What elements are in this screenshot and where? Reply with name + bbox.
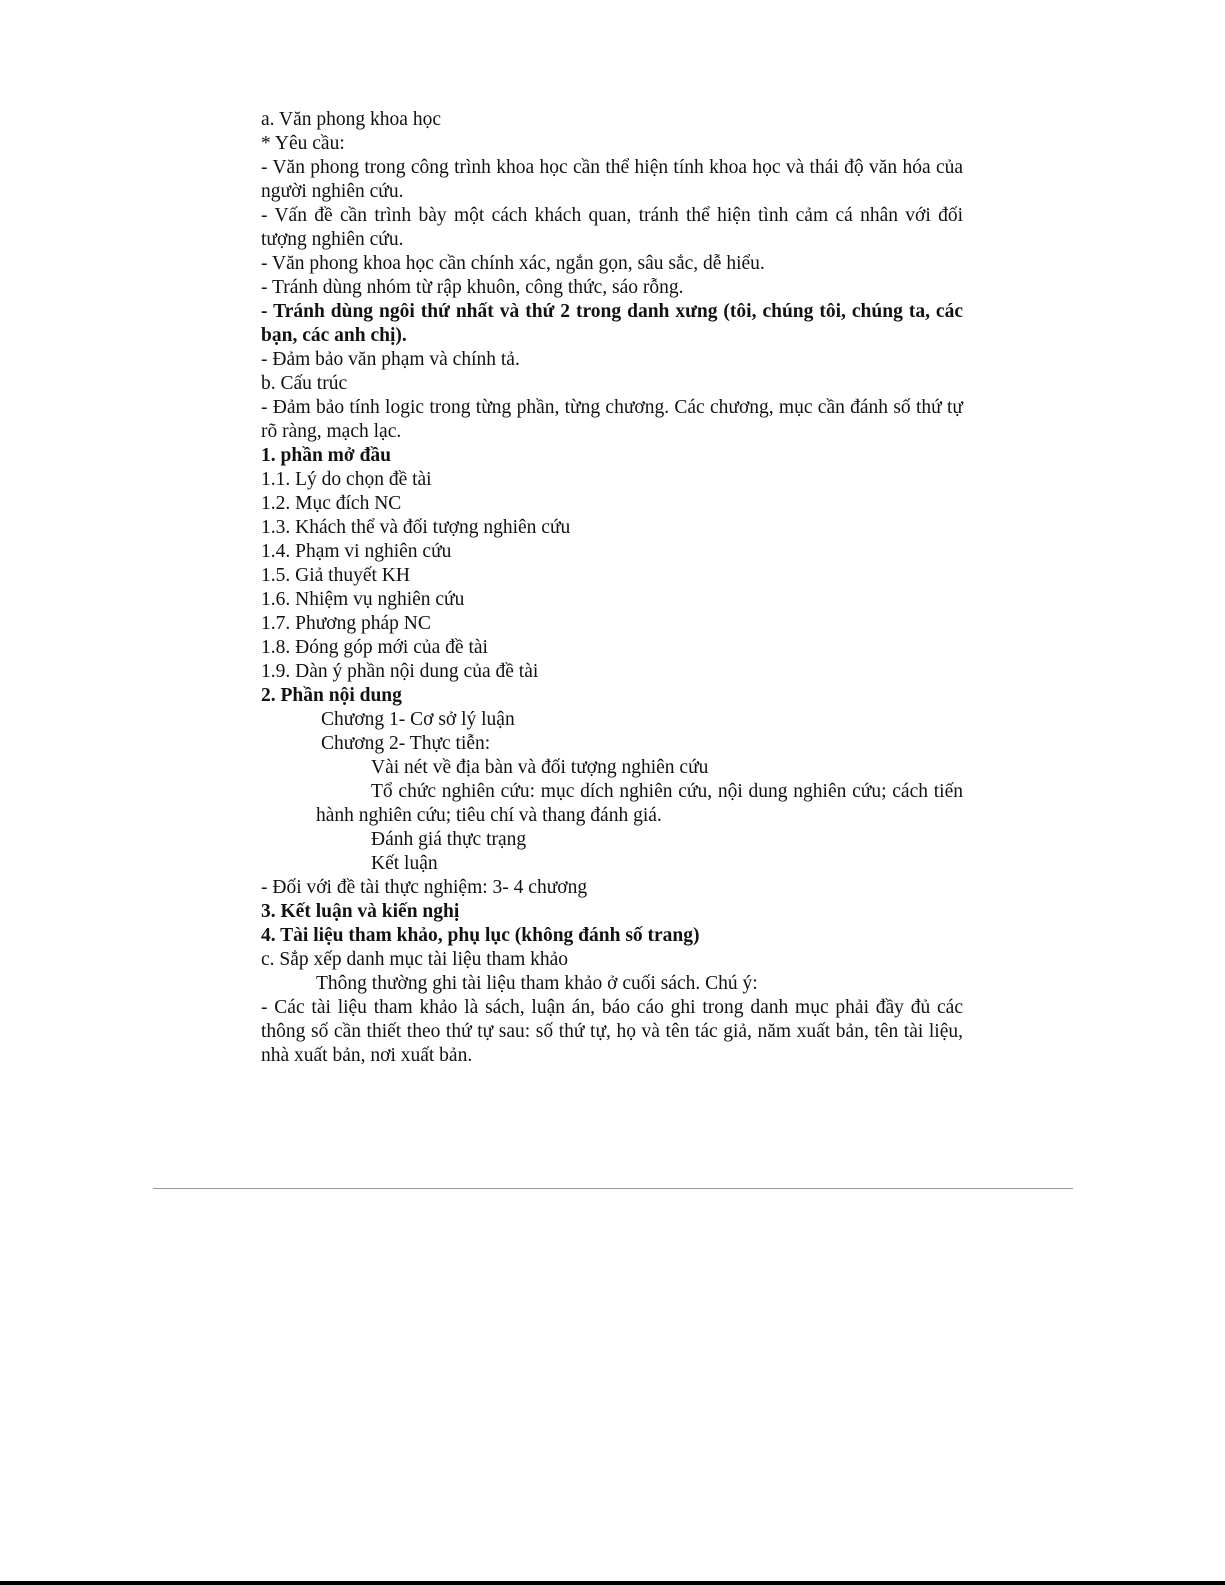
part-2-heading: 2. Phần nội dung (261, 685, 402, 706)
requirement-item: - Tránh dùng nhóm từ rập khuôn, công thức, sáo rỗng. (261, 277, 684, 298)
part-1-item: 1.3. Khách thể và đối tượng nghiên cứu (261, 517, 571, 538)
part-1-item: 1.6. Nhiệm vụ nghiên cứu (261, 589, 465, 610)
requirement-item: - Văn phong khoa học cần chính xác, ngắn gọn, sâu sắc, dễ hiểu. (261, 253, 765, 274)
requirement-item: - Văn phong trong công trình khoa học cần thể hiện tính khoa học và thái độ văn hóa của người nghiên cứu. (261, 157, 963, 202)
experimental-note: - Đối với đề tài thực nghiệm: 3- 4 chương (261, 877, 588, 898)
part-4-heading: 4. Tài liệu tham khảo, phụ lục (không đánh số trang) (261, 925, 700, 946)
part-1-item: 1.4. Phạm vi nghiên cứu (261, 541, 452, 562)
structure-note: - Đảm bảo tính logic trong từng phần, từng chương. Các chương, mục cần đánh số thứ tự rõ ràng, mạch lạc. (261, 397, 963, 442)
part-1-item: 1.2. Mục đích NC (261, 493, 402, 514)
requirement-item: - Đảm bảo văn phạm và chính tả. (261, 349, 520, 370)
chapter-2-item: Kết luận (371, 853, 438, 874)
part-1-heading: 1. phần mở đầu (261, 445, 392, 466)
part-3-heading: 3. Kết luận và kiến nghị (261, 901, 460, 922)
section-a-heading: a. Văn phong khoa học (261, 109, 441, 130)
page-divider (153, 1188, 1073, 1189)
part-1-item: 1.1. Lý do chọn đề tài (261, 469, 432, 490)
part-1-item: 1.7. Phương pháp NC (261, 613, 431, 634)
bottom-edge-rule (0, 1581, 1225, 1585)
chapter-2-item: Đánh giá thực trạng (371, 829, 527, 850)
document-body (261, 108, 963, 1068)
chapter-1: Chương 1- Cơ sở lý luận (321, 709, 515, 730)
part-1-item: 1.5. Giả thuyết KH (261, 565, 410, 586)
requirements-label: * Yêu cầu: (261, 133, 345, 154)
requirement-item-bold: - Tránh dùng ngôi thứ nhất và thứ 2 trong danh xưng (tôi, chúng tôi, chúng ta, các bạn, các anh chị). (261, 301, 963, 346)
chapter-2: Chương 2- Thực tiễn: (321, 733, 491, 754)
reference-intro: Thông thường ghi tài liệu tham khảo ở cuối sách. Chú ý: (316, 973, 758, 994)
reference-rule: - Các tài liệu tham khảo là sách, luận án, báo cáo ghi trong danh mục phải đầy đủ các thông số cần thiết theo thứ tự sau: số thứ tự, họ và tên tác giả, năm xuất bản, tên tài liệu, nhà xuất bản, nơi xuất bản. (261, 997, 963, 1066)
section-c-heading: c. Sắp xếp danh mục tài liệu tham khảo (261, 949, 569, 970)
section-b-heading: b. Cấu trúc (261, 373, 348, 394)
part-1-item: 1.9. Dàn ý phần nội dung của đề tài (261, 661, 539, 682)
chapter-2-item: Vài nét về địa bàn và đối tượng nghiên cứu (371, 757, 709, 778)
chapter-2-item: Tổ chức nghiên cứu: mục dích nghiên cứu, nội dung nghiên cứu; cách tiến hành nghiên cứu; tiêu chí và thang đánh giá. (316, 781, 963, 826)
requirement-item: - Vấn đề cần trình bày một cách khách quan, tránh thể hiện tình cảm cá nhân với đối tượng nghiên cứu. (261, 205, 963, 250)
part-1-item: 1.8. Đóng góp mới của đề tài (261, 637, 488, 658)
